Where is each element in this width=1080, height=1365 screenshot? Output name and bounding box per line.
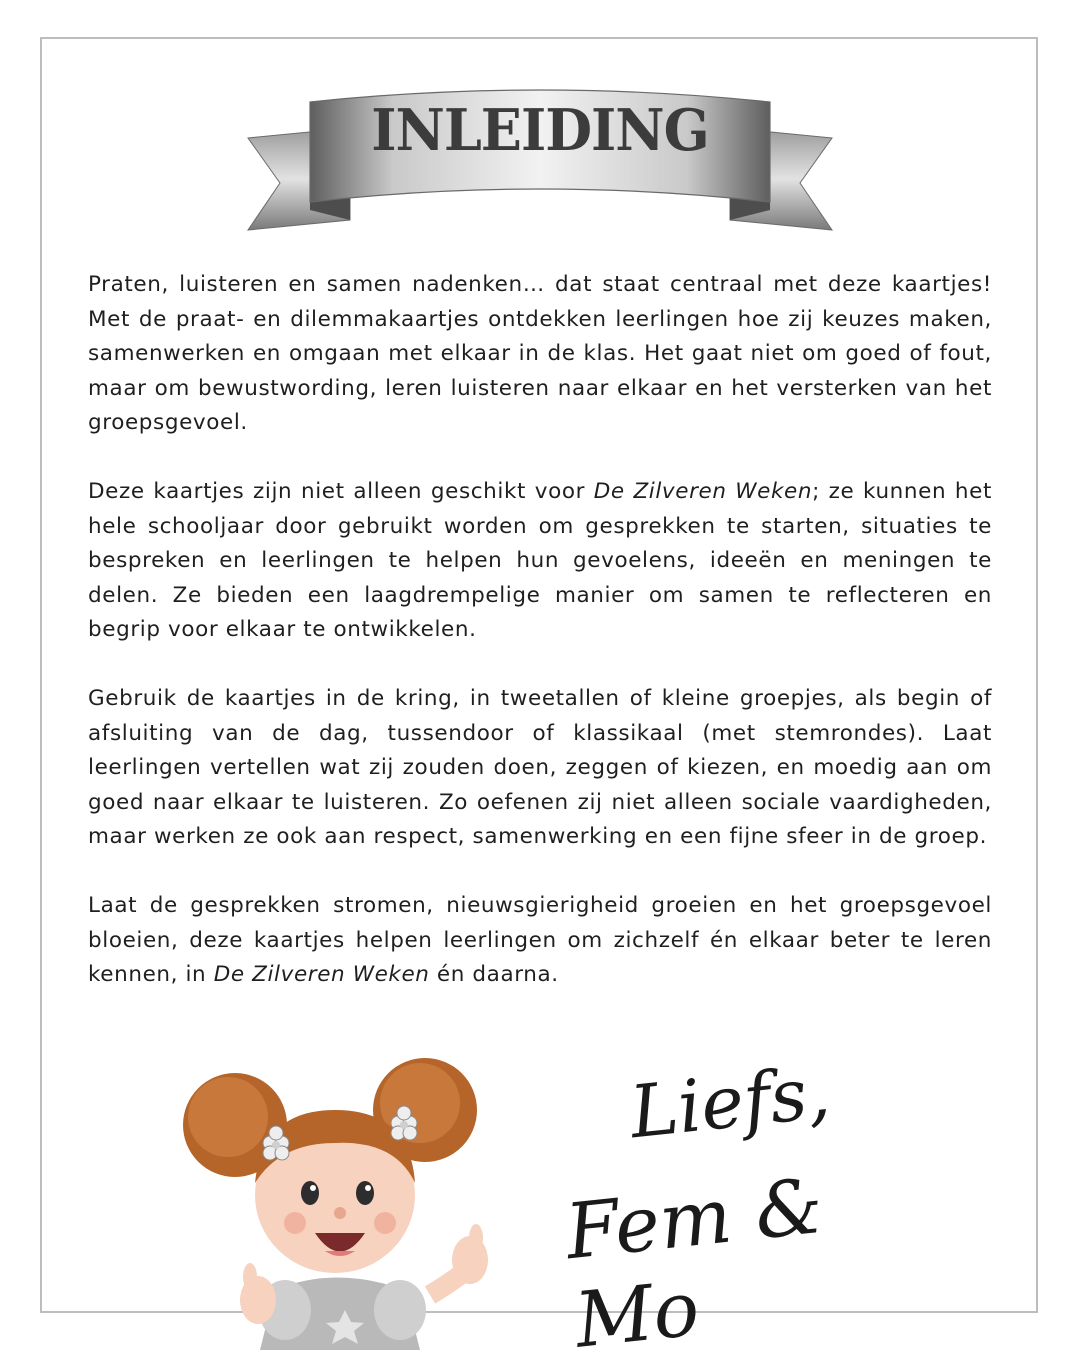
signature bbox=[560, 1049, 900, 1365]
paragraph-1: Praten, luisteren en samen nadenken… dat staat centraal met deze kaartjes! Met de praat- en dilemmakaartjes ontdekken leerlingen hoe zij keuzes maken, samenwerken en omgaan met elkaar in de klas. Het gaat niet om goed of fout, maar om bewustwording, leren luisteren naar elkaar en het versterken van het groepsgevoel. bbox=[88, 272, 992, 435]
book-title: De Zilveren Weken bbox=[593, 479, 813, 504]
paragraph-2: Deze kaartjes zijn niet alleen geschikt voor De Zilveren Weken; ze kunnen het hele schooljaar door gebruikt worden om gesprekken te starten, situaties te bespreken en leerlingen te helpen hun gevoelens, ideeën en meningen te delen. Ze bieden een laagdrempelige manier om samen te reflecteren en begrip voor elkaar te ontwikkelen. bbox=[88, 479, 992, 642]
paragraph-3: Gebruik de kaartjes in de kring, in tweetallen of kleine groepjes, als begin of afsluiting van de dag, tussendoor of klassikaal (met stemrondes). Laat leerlingen vertellen wat zij zouden doen, zeggen of kiezen, en moedig aan om goed naar elkaar te luisteren. Zo oefenen zij niet alleen sociale vaardigheden, maar werken ze ook aan respect, samenwerking en een fijne sfeer in de groep. bbox=[88, 686, 992, 849]
signature-greeting: Liefs, bbox=[626, 1049, 834, 1155]
paragraph-4: Laat de gesprekken stromen, nieuwsgierigheid groeien en het groepsgevoel bloeien, deze kaartjes helpen leerlingen om zichzelf én elkaar beter te leren kennen, in De Zilveren Weken én daarna. bbox=[88, 893, 992, 987]
book-title: De Zilveren Weken bbox=[213, 962, 430, 987]
page-title: INLEIDING bbox=[371, 96, 709, 164]
signature-names: Fem & Mo bbox=[561, 1160, 827, 1365]
title-banner bbox=[240, 80, 840, 240]
intro-text bbox=[88, 268, 992, 1027]
girl-illustration-icon bbox=[170, 1055, 500, 1350]
